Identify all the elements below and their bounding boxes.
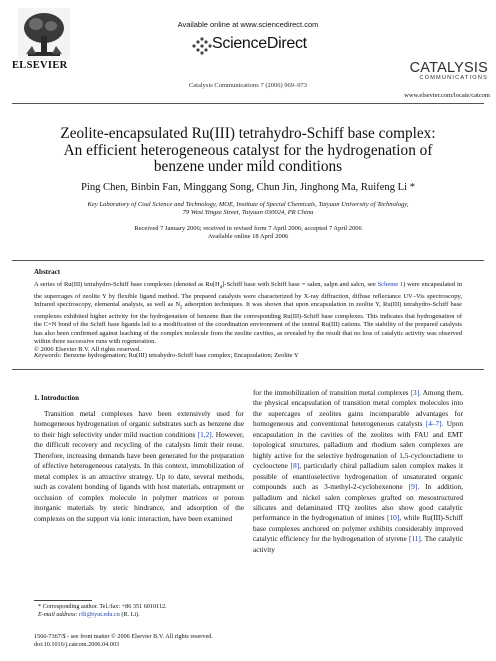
author-list: Ping Chen, Binbin Fan, Minggang Song, Chun Jin, Jinghong Ma, Ruifeng Li * (80, 182, 415, 193)
front-matter (34, 633, 213, 649)
elsevier-tree-logo (18, 8, 70, 60)
keywords-text: Benzene hydrogenation; Ru(III) tetrahydro-Schiff base complex; Encapsulation; Zeolite Y (63, 352, 299, 359)
issn-line: 1566-7367/$ - see front matter © 2006 Elsevier B.V. All rights reserved. (34, 633, 213, 640)
title-line: Zeolite-encapsulated Ru(III) tetrahydro-Schiff base complex: (60, 125, 436, 142)
sciencedirect-logo-text[interactable]: ScienceDirect (212, 35, 307, 52)
title-line: An efficient heterogeneous catalyst for the hydrogenation of (63, 141, 433, 159)
paragraph-text: . Among them, the physical encapsulation of transition metal complex molecules into the supercages of zeolites gains incomparable advantages for homogeneous and conventional heterogeneous catalysts (253, 388, 464, 429)
reference-link[interactable]: [1,2] (197, 429, 212, 439)
received-dates: Received 7 January 2006; received in revised form 7 April 2006; accepted 7 April 2006 (134, 225, 362, 232)
abstract-text: ]-Schiff base with Schiff base = salen, salpn and salcn, see (222, 281, 378, 288)
abstract-text: ) were encapsulated in the supercages of zeolite Y by flexible ligand method. The prepared catalysts were characterized by X-ray diffraction, diffuse reflectance UV–Vis spectroscopy, Infrared spectroscopy, elemental analysis, as well as N (34, 281, 462, 309)
reference-link[interactable]: [10] (387, 513, 400, 523)
journal-citation: Catalysis Communications 7 (2006) 969–973 (188, 82, 308, 89)
paragraph-text: . In addition, palladium and nickel salen complexes grafted on mesostructured silicates and delaminated ITQ zeolites also show good catalytic performance in the hydrogenation of imines (253, 482, 463, 523)
email-label: E-mail address: (38, 611, 78, 618)
copyright-line: © 2006 Elsevier B.V. All rights reserved. (34, 346, 141, 354)
corresponding-author: * Corresponding author. Tel./fax: +86 351 6010112. (38, 603, 167, 610)
abstract-body (34, 281, 462, 355)
body-column-left (34, 409, 244, 524)
subscript: 2 (180, 305, 183, 311)
section-heading: 1. Introduction (34, 394, 79, 402)
abstract-bottom-divider (12, 369, 484, 370)
article-title (40, 126, 456, 176)
abstract-top-divider (12, 260, 484, 261)
article-history (20, 225, 476, 241)
body-column-right (253, 388, 463, 555)
journal-logo-subtitle: COMMUNICATIONS (419, 75, 488, 81)
paragraph-text: , particularly chiral palladium salen complex makes it possible of enantioselective hydrogenation of unsaturated organic compounds such as 3-methyl-2-cyclohexenone (253, 461, 463, 492)
abstract-text: A series of Ru(III) tetrahydro-Schiff base complexes (denoted as Ru[H (34, 281, 220, 288)
paragraph-text: Transition metal complexes have been extensively used for homogeneous hydrogenation of organic substrates such as benzene due to their high selectivity under mild reaction conditions (34, 409, 244, 439)
abstract-text: adsorption techniques. It was shown that upon encapsulation in zeolite Y, Ru(III) tetrahydro-Schiff base complexes exhibited higher activity for the hydrogenation of benzene than the corresponding Ru(III)-Schiff base complexes. This indicates that hydrogenation of the C=N bond of the Schiff base ligands led to a modification of the coordination environment of the central Ru(III) cations. The stability of the prepared catalysts has also been confirmed against leaching of the complex molecule from the zeolite cavities, as revealed by the result that no loss of catalytic activity was observed within three successive runs with regeneration. (34, 301, 462, 346)
doi-link[interactable]: doi:10.1016/j.catcom.2006.04.003 (34, 641, 120, 648)
affiliation (40, 201, 456, 217)
publisher-name: ELSEVIER (12, 60, 68, 71)
paragraph-text: . However, the difficult recovery and recycling of the catalysts limit their reuse. Therefore, increasing demands have been generated for the preparation of effective heterogeneous catalysts. In this context, immobilization of metal complex is an attractive strategy. Up to date, several methods, such as covalent bonding of ligands with host materials, entrapment or occlusion of complex molecule in polymer matrices or porous inorganic materials by steric hindrance, and adsorption of the complexes on the support via ionic interaction, have been examined (34, 429, 244, 523)
paragraph-text: for the immobilization of transition metal complexes (253, 388, 411, 397)
title-line: benzene under mild conditions (153, 158, 343, 175)
affiliation-line: Key Laboratory of Coal Science and Technology, MOE, Institute of Special Chemicals, Taiyuan University of Technology, (87, 201, 409, 208)
affiliation-line: 79 West Yingze Street, Taiyuan 030024, PR China (182, 209, 314, 216)
reference-link[interactable]: [4–7] (425, 419, 442, 429)
abstract-heading: Abstract (34, 268, 61, 276)
email-line (38, 611, 167, 619)
reference-link[interactable]: [9] (408, 482, 418, 492)
available-online-date: Available online 18 April 2006 (207, 233, 289, 240)
subscript: 4 (219, 285, 223, 291)
footnote (38, 603, 167, 619)
paragraph-text: , while Ru(III)-Schiff base complexes anchored on polymer exhibits considerably improved catalytic efficiency for the hydrogenation of styrene (253, 513, 463, 544)
keywords-label: Keywords: (34, 352, 62, 359)
journal-logo-title: CATALYSIS (409, 60, 488, 76)
paragraph-text: . Upon encapsulation in the cavities of the zeolites with FAU and EMT topological structures, palladium and rhodium salen complexes are highly active for the selective hydrogenation of 1,5-cyclooctadiene to cyclooctene (253, 419, 463, 471)
paragraph-text: . The catalytic activity (253, 534, 463, 554)
keywords (34, 352, 299, 359)
reference-link[interactable]: [11] (408, 534, 421, 544)
header-divider (12, 103, 484, 104)
available-online-text[interactable]: Available online at www.sciencedirect.com (177, 20, 319, 29)
footnote-divider (34, 600, 92, 601)
journal-logo (396, 60, 488, 81)
scheme-link[interactable]: Scheme 1 (377, 281, 404, 288)
reference-link[interactable]: [3] (410, 388, 420, 397)
email-link[interactable]: rfli@tyut.edu.cn (79, 611, 120, 618)
journal-url-link[interactable]: www.elsevier.com/locate/catcom (404, 92, 490, 99)
sciencedirect-icon (190, 36, 212, 56)
email-suffix: (R. Li). (119, 611, 140, 618)
reference-link[interactable]: [8] (290, 461, 300, 471)
